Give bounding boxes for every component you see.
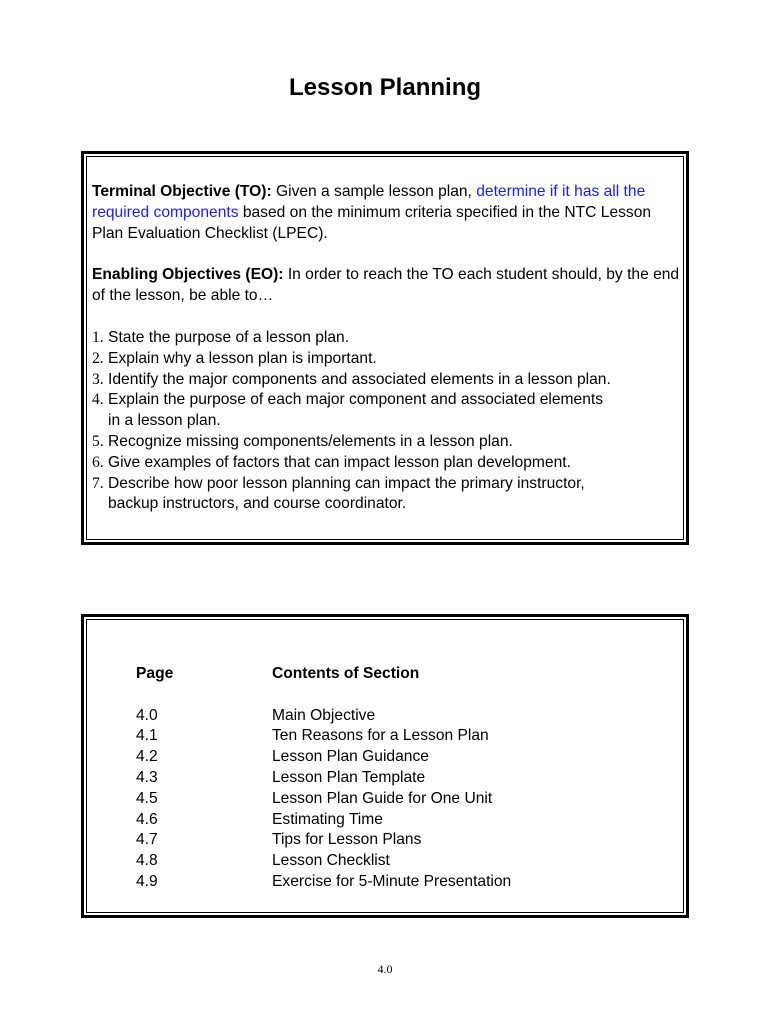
terminal-objective-highlight: determine if it has all the required components <box>92 183 646 221</box>
objective-item-7-continuation: backup instructors, and course coordinator. <box>108 495 407 513</box>
contents-section-title: Lesson Plan Guidance <box>272 748 429 766</box>
contents-page-number: 4.6 <box>136 810 158 828</box>
objective-number: 7. <box>92 474 104 492</box>
objective-text: Explain the purpose of each major component and associated elements <box>108 391 604 409</box>
contents-section-title: Lesson Plan Guide for One Unit <box>272 789 493 807</box>
contents-page-number: 4.3 <box>136 768 158 786</box>
contents-header-title: Contents of Section <box>272 665 420 682</box>
objective-number: 6. <box>92 453 104 471</box>
contents-section-title: Main Objective <box>272 706 376 724</box>
terminal-objective-label: Terminal Objective (TO): <box>92 183 272 200</box>
objective-item-3 <box>92 370 682 391</box>
contents-section-title: Lesson Checklist <box>272 852 390 870</box>
terminal-objective-text-after: based on the minimum criteria specified in the NTC Lesson Plan Evaluation Checklist (LPEC). <box>92 203 652 242</box>
contents-row <box>136 706 511 727</box>
contents-page-number: 4.0 <box>136 706 158 724</box>
terminal-objective <box>92 182 682 244</box>
contents-page-number: 4.9 <box>136 872 158 890</box>
page-number-footer: 4.0 <box>377 962 393 976</box>
objective-text: Describe how poor lesson planning can impact the primary instructor, <box>108 474 585 492</box>
contents-row <box>136 768 511 789</box>
contents-header-page: Page <box>136 665 174 682</box>
contents-section-title: Ten Reasons for a Lesson Plan <box>272 727 489 745</box>
page-title: Lesson Planning <box>288 74 482 101</box>
objective-number: 4. <box>92 391 104 409</box>
enabling-objectives-text: In order to reach the TO each student should, by the end of the lesson, be able to… <box>92 266 680 305</box>
contents-row <box>136 747 511 768</box>
objective-item-4-continuation: in a lesson plan. <box>108 412 221 430</box>
contents-page-number: 4.1 <box>136 727 158 745</box>
objective-item-2 <box>92 349 682 370</box>
objective-text: Give examples of factors that can impact lesson plan development. <box>108 453 571 471</box>
objective-item-1 <box>92 328 682 349</box>
objective-number: 2. <box>92 349 104 367</box>
objective-item-4 <box>92 390 682 411</box>
contents-section-title: Lesson Plan Template <box>272 768 426 786</box>
objective-item-5 <box>92 432 682 453</box>
contents-table <box>136 664 511 893</box>
contents-page-number: 4.7 <box>136 831 158 849</box>
contents-row <box>136 851 511 872</box>
contents-row <box>136 810 511 831</box>
contents-row <box>136 872 511 893</box>
contents-row <box>136 726 511 747</box>
objective-item-7 <box>92 474 682 495</box>
objectives-text <box>92 182 682 515</box>
objective-number: 3. <box>92 370 104 388</box>
contents-header-row <box>136 664 511 685</box>
objective-text: Recognize missing components/elements in a lesson plan. <box>108 432 513 450</box>
objective-number: 5. <box>92 432 104 450</box>
contents-section-title: Estimating Time <box>272 810 383 828</box>
objectives-box <box>81 151 689 545</box>
enabling-objectives <box>92 265 682 307</box>
contents-page-number: 4.5 <box>136 789 158 807</box>
enabling-objectives-label: Enabling Objectives (EO): <box>92 266 284 284</box>
objective-item-6 <box>92 453 682 474</box>
contents-row <box>136 789 511 810</box>
contents-row <box>136 830 511 851</box>
contents-box <box>81 614 689 918</box>
contents-page-number: 4.2 <box>136 748 158 766</box>
contents-page-number: 4.8 <box>136 852 158 870</box>
contents-section-title: Tips for Lesson Plans <box>272 831 422 849</box>
objectives-list <box>92 328 682 515</box>
objective-text: Explain why a lesson plan is important. <box>108 349 377 367</box>
contents-section-title: Exercise for 5-Minute Presentation <box>272 872 512 890</box>
objective-text: State the purpose of a lesson plan. <box>108 328 350 346</box>
terminal-objective-text-before: Given a sample lesson plan, <box>271 183 477 200</box>
objective-text: Identify the major components and associated elements in a lesson plan. <box>108 370 611 388</box>
objective-number: 1. <box>92 328 104 346</box>
